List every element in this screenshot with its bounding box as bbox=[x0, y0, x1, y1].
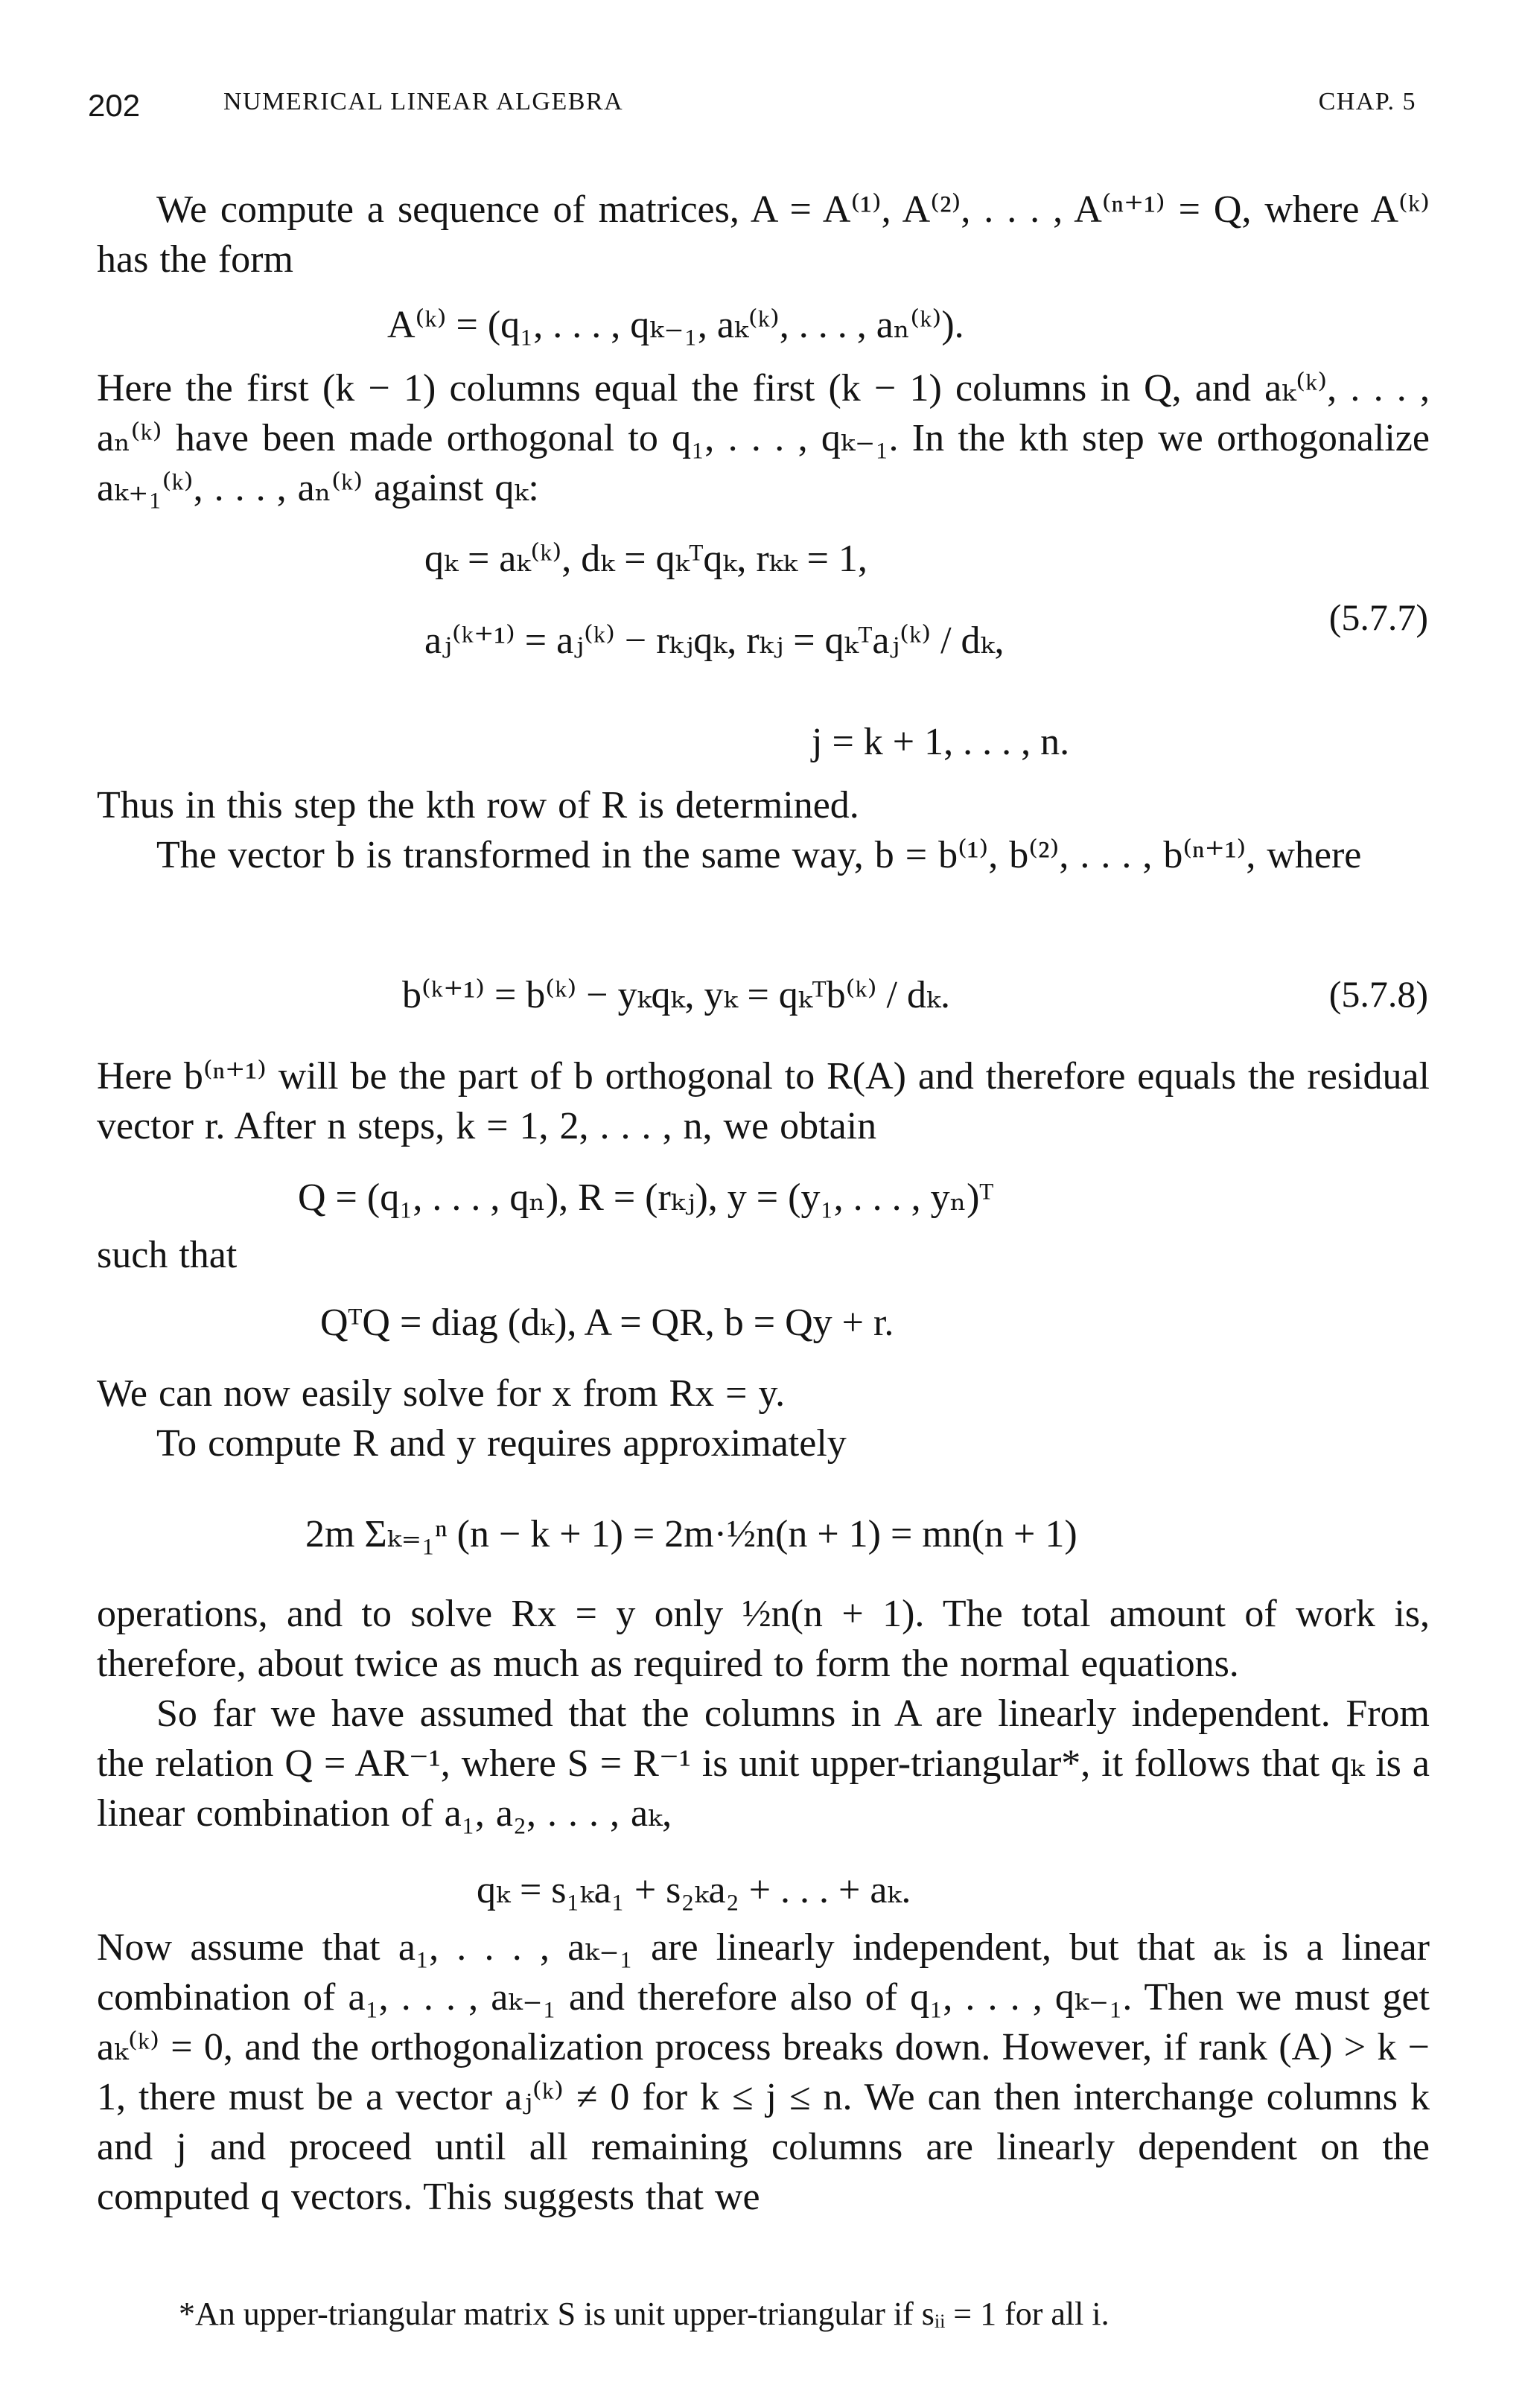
equation-QRy: Q = (q₁, . . . , qₙ), R = (rₖⱼ), y = (y₁, . . . , yₙ)ᵀ bbox=[298, 1176, 994, 1219]
running-title: NUMERICAL LINEAR ALGEBRA bbox=[223, 88, 624, 115]
paragraph-7: We can now easily solve for x from Rx = y. bbox=[97, 1372, 786, 1415]
paragraph-9: operations, and to solve Rx = y only ½n(n + 1). The total amount of work is, therefore, about twice as much as required to form the normal equations. bbox=[97, 1593, 1430, 1685]
paragraph-11: Now assume that a₁, . . . , aₖ₋₁ are linearly independent, but that aₖ is a linear combination of a₁, . . . , aₖ₋₁ and therefore also of q₁, . . . , qₖ₋₁. Then we must get aₖ⁽ᵏ⁾ = 0, and the orthogonalization process breaks down. However, if rank (A) > k − 1, there must be a vector aⱼ⁽ᵏ⁾ ≠ 0 for k ≤ j ≤ n. We can then interchange columns k and j and proceed until all remaining columns are linearly dependent on the computed q vectors. This suggests that we bbox=[97, 1926, 1430, 2218]
paragraph-4: The vector b is transformed in the same way, b = b⁽¹⁾, b⁽²⁾, . . . , b⁽ⁿ⁺¹⁾, where bbox=[156, 834, 1362, 876]
paragraph-1: We compute a sequence of matrices, A = A⁽¹⁾, A⁽²⁾, . . . , A⁽ⁿ⁺¹⁾ = Q, where A⁽ᵏ⁾ has the form bbox=[97, 188, 1430, 281]
equation-5-7-7-line2: aⱼ⁽ᵏ⁺¹⁾ = aⱼ⁽ᵏ⁾ − rₖⱼqₖ, rₖⱼ = qₖᵀaⱼ⁽ᵏ⁾ / dₖ, bbox=[424, 619, 1005, 662]
chapter-label: CHAP. 5 bbox=[1318, 88, 1416, 115]
equation-Ak: A⁽ᵏ⁾ = (q₁, . . . , qₖ₋₁, aₖ⁽ᵏ⁾, . . . , aₙ⁽ᵏ⁾). bbox=[387, 304, 964, 346]
paragraph-6: such that bbox=[97, 1234, 238, 1276]
paragraph-8: To compute R and y requires approximately bbox=[156, 1422, 847, 1465]
equation-diag: QᵀQ = diag (dₖ), A = QR, b = Qy + r. bbox=[320, 1302, 894, 1344]
paragraph-2: Here the first (k − 1) columns equal the first (k − 1) columns in Q, and aₖ⁽ᵏ⁾, . . . , aₙ⁽ᵏ⁾ have been made orthogonal to q₁, . . . , qₖ₋₁. In the kth step we orthogonalize aₖ₊₁⁽ᵏ⁾, . . . , aₙ⁽ᵏ⁾ against qₖ: bbox=[97, 367, 1430, 509]
footnote: *An upper-triangular matrix S is unit upper-triangular if sᵢᵢ = 1 for all i. bbox=[179, 2296, 1109, 2332]
page-number: 202 bbox=[88, 88, 141, 123]
equation-label-5-7-8: (5.7.8) bbox=[1328, 973, 1428, 1015]
equation-operations: 2m Σₖ₌₁ⁿ (n − k + 1) = 2m·½n(n + 1) = mn(n + 1) bbox=[305, 1513, 1077, 1555]
equation-5-7-8: b⁽ᵏ⁺¹⁾ = b⁽ᵏ⁾ − yₖqₖ, yₖ = qₖᵀb⁽ᵏ⁾ / dₖ. bbox=[402, 974, 950, 1016]
paragraph-3: Thus in this step the kth row of R is determined. bbox=[97, 784, 859, 826]
paragraph-5: Here b⁽ⁿ⁺¹⁾ will be the part of b orthogonal to R(A) and therefore equals the residual vector r. After n steps, k = 1, 2, . . . , n, we obtain bbox=[97, 1055, 1430, 1147]
equation-5-7-7-line3: j = k + 1, . . . , n. bbox=[812, 721, 1070, 763]
paragraph-10: So far we have assumed that the columns in A are linearly independent. From the relation Q = AR⁻¹, where S = R⁻¹ is unit upper-triangular*, it follows that qₖ is a linear combination of a₁, a₂, . . . , aₖ, bbox=[97, 1692, 1430, 1835]
equation-5-7-7-line1: qₖ = aₖ⁽ᵏ⁾, dₖ = qₖᵀqₖ, rₖₖ = 1, bbox=[424, 538, 867, 580]
equation-qk: qₖ = s₁ₖa₁ + s₂ₖa₂ + . . . + aₖ. bbox=[477, 1869, 911, 1911]
equation-label-5-7-7: (5.7.7) bbox=[1328, 596, 1428, 638]
